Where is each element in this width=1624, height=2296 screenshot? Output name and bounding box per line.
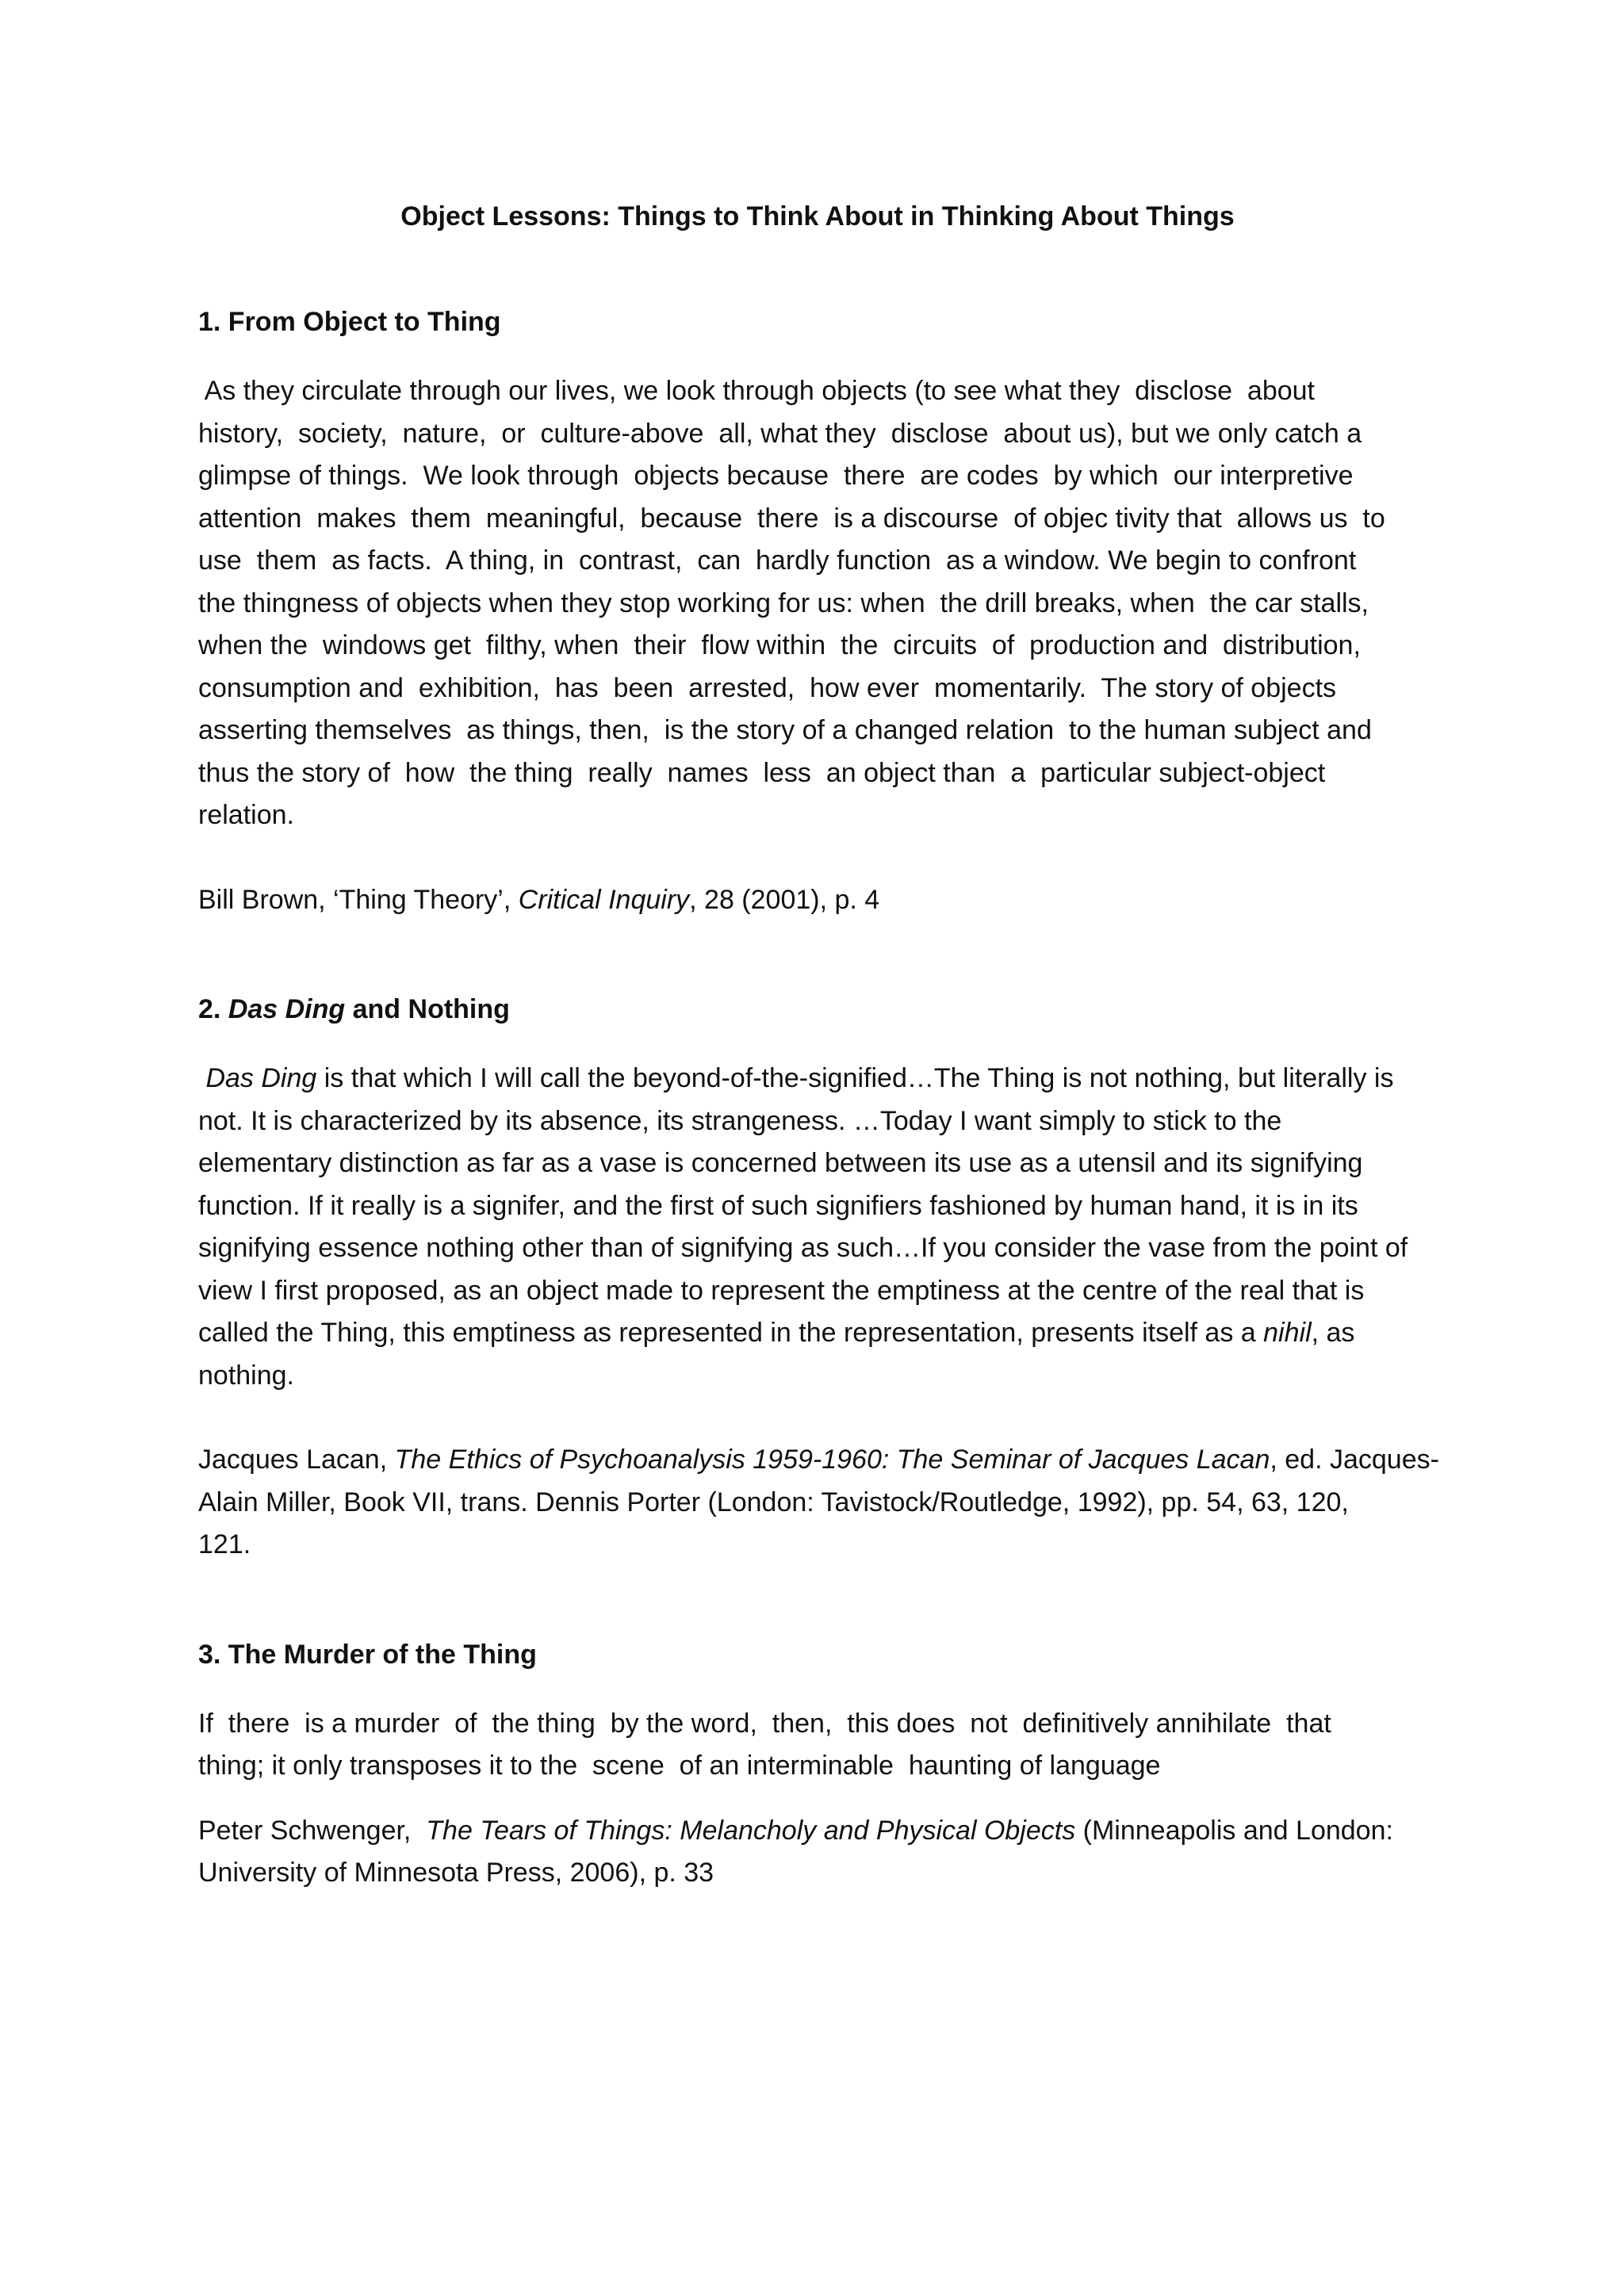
quote-line — [198, 1058, 1443, 1100]
section-quote — [198, 1703, 1443, 1788]
citation-book: The Ethics of Psychoanalysis 1959-1960: The Seminar of Jacques Lacan — [394, 1445, 1270, 1475]
quote-line: consumption and exhibition, has been arrested, how ever momentarily. The story of objects — [198, 672, 1337, 703]
quote-text: called the Thing, this emptiness as represented in the representation, presents itself as a — [198, 1318, 1264, 1348]
quote-line: relation. — [198, 800, 294, 830]
citation-book: The Tears of Things: Melancholy and Physical Objects — [426, 1815, 1076, 1846]
quote-italic: Das Ding — [205, 1063, 317, 1093]
citation-text: , 28 (2001), p. 4 — [689, 884, 880, 915]
quote-line: elementary distinction as far as a vase is concerned between its use as a utensil and its signifying — [198, 1148, 1363, 1178]
section-3 — [198, 1636, 1443, 1895]
quote-line: view I first proposed, as an object made to represent the emptiness at the centre of the real that is — [198, 1275, 1365, 1306]
quote-line: As they circulate through our lives, we look through objects (to see what they disclose about — [198, 376, 1315, 406]
citation-line: Alain Miller, Book VII, trans. Dennis Porter (London: Tavistock/Routledge, 1992), pp. 54, 63, 120, — [198, 1487, 1349, 1517]
citation-line: 121. — [198, 1529, 251, 1559]
citation-text: Jacques Lacan, — [198, 1445, 395, 1475]
quote-line: thing; it only transposes it to the scene of an interminable haunting of language — [198, 1751, 1161, 1781]
section-heading: 1. From Object to Thing — [198, 307, 501, 337]
quote-line: If there is a murder of the thing by the word, then, this does not definitively annihilate that — [198, 1708, 1331, 1739]
quote-line: signifying essence nothing other than of signifying as such…If you consider the vase from the point of — [198, 1233, 1408, 1263]
citation-text: Bill Brown, ‘Thing Theory’, — [198, 884, 519, 915]
citation-text: (Minneapolis and London: — [1075, 1815, 1393, 1846]
quote-line: attention makes them meaningful, because there is a discourse of objec tivity that allows us to — [198, 503, 1385, 534]
citation-line: University of Minnesota Press, 2006), p. 33 — [198, 1858, 714, 1888]
section-quote — [198, 370, 1443, 837]
quote-line: thus the story of how the thing really names less an object than a particular subject-object — [198, 757, 1326, 788]
section-heading: 3. The Murder of the Thing — [198, 1639, 537, 1670]
quote-text: is that which I will call the beyond-of-the-signified…The Thing is not nothing, but literally is — [316, 1063, 1394, 1093]
section-heading — [198, 991, 1443, 1027]
heading-number: 2. — [198, 994, 228, 1024]
section-citation — [198, 1810, 1443, 1895]
quote-italic: nihil — [1263, 1318, 1312, 1348]
section-2 — [198, 991, 1443, 1567]
citation-journal: Critical Inquiry — [518, 884, 690, 915]
quote-line: the thingness of objects when they stop working for us: when the drill breaks, when the car stalls, — [198, 587, 1369, 618]
heading-italic: Das Ding — [228, 994, 346, 1024]
quote-line: function. If it really is a signifer, and the first of such signifiers fashioned by human hand, it is in its — [198, 1190, 1358, 1221]
quote-line — [198, 1312, 1443, 1355]
document-title: Object Lessons: Things to Think About in Thinking About Things — [400, 201, 1235, 232]
quote-line: asserting themselves as things, then, is the story of a changed relation to the human subject and — [198, 715, 1372, 745]
section-1 — [198, 304, 1443, 921]
quote-text: , as — [1311, 1318, 1355, 1348]
quote-line: nothing. — [198, 1360, 294, 1391]
heading-text: and Nothing — [345, 994, 510, 1024]
citation-line — [198, 1439, 1443, 1482]
citation-text: Peter Schwenger, — [198, 1815, 427, 1846]
section-citation — [198, 879, 1443, 922]
quote-line: glimpse of things. We look through objects because there are codes by which our interpretive — [198, 461, 1354, 491]
quote-line: history, society, nature, or culture-above all, what they disclose about us), but we only catch a — [198, 418, 1362, 449]
quote-line: not. It is characterized by its absence, its strangeness. …Today I want simply to stick to the — [198, 1105, 1282, 1136]
citation-line — [198, 1810, 1443, 1853]
citation-text: , ed. Jacques- — [1270, 1445, 1439, 1475]
section-quote — [198, 1058, 1443, 1397]
document-content — [198, 190, 1443, 1895]
quote-line: when the windows get filthy, when their flow within the circuits of production and distribution, — [198, 630, 1361, 660]
section-citation — [198, 1439, 1443, 1567]
citation-line — [198, 879, 1443, 922]
quote-line: use them as facts. A thing, in contrast, can hardly function as a window. We begin to confront — [198, 545, 1357, 576]
